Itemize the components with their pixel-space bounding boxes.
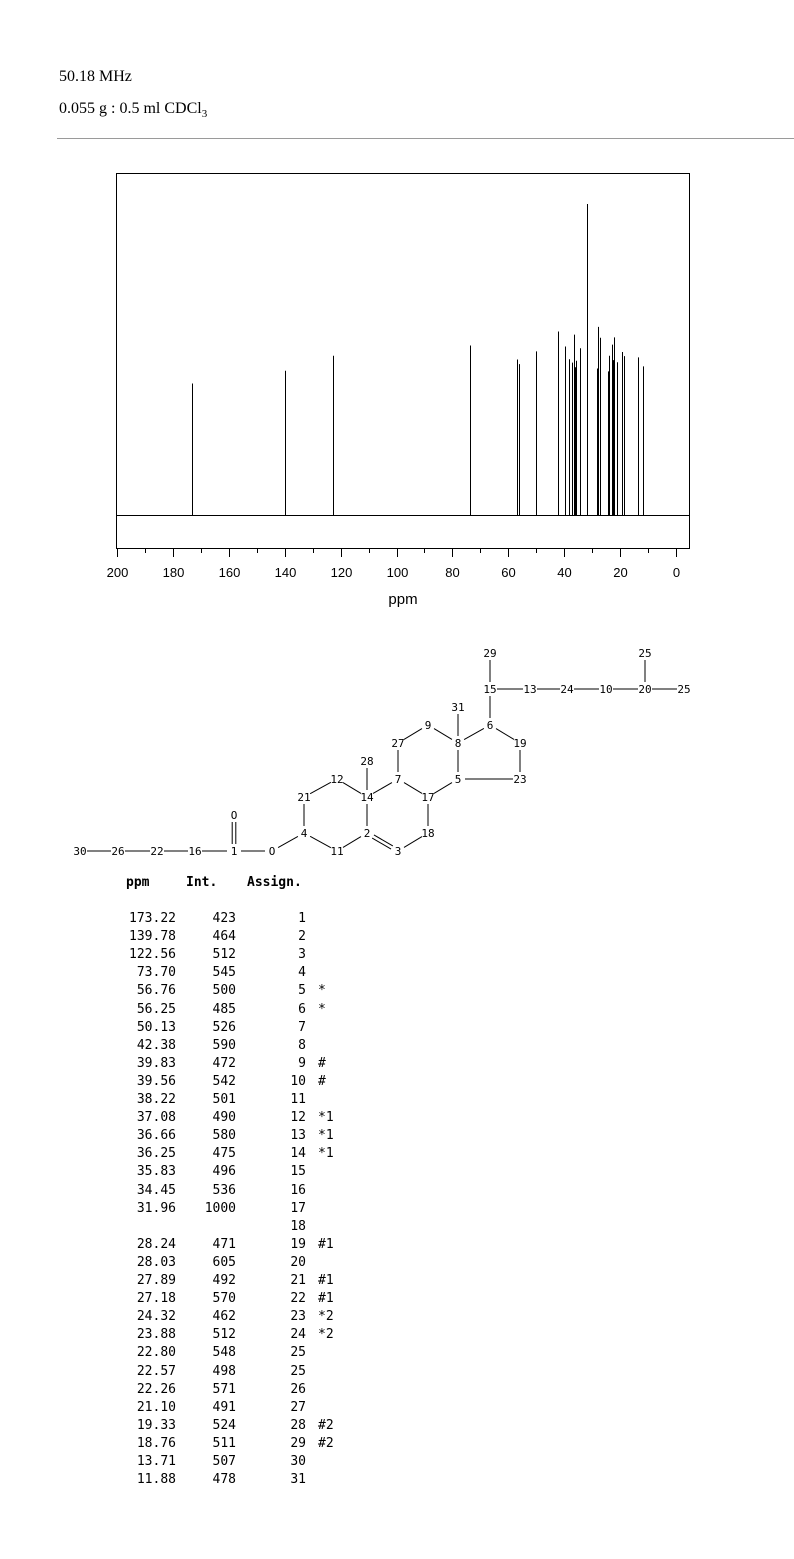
bond-line <box>343 783 361 794</box>
cell-assign: 5 <box>298 983 306 999</box>
bond-line <box>404 837 422 848</box>
cell-assign: 28 <box>290 1417 306 1433</box>
cell-ppm: 28.03 <box>136 1254 176 1270</box>
cell-ppm: 23.88 <box>136 1327 176 1343</box>
bond-line <box>496 729 514 740</box>
cell-ppm: 56.25 <box>136 1001 176 1017</box>
cell-int: 501 <box>212 1092 236 1107</box>
x-tick-label: 140 <box>274 565 297 580</box>
table-row <box>0 1164 794 1182</box>
cell-note: * <box>318 983 326 999</box>
atom-label: 11 <box>330 845 344 858</box>
cell-int: 498 <box>212 1363 236 1379</box>
cell-ppm: 11.88 <box>136 1472 176 1488</box>
cell-ppm: 22.26 <box>136 1381 176 1397</box>
atom-label: 10 <box>599 683 613 696</box>
cell-ppm: 24.32 <box>136 1309 176 1325</box>
atom-label: 17 <box>421 791 435 804</box>
atom-label: 18 <box>421 827 435 840</box>
cell-note: # <box>318 1055 326 1071</box>
cell-int: 570 <box>212 1291 236 1307</box>
cell-int: 512 <box>212 1327 236 1343</box>
cell-ppm: 34.45 <box>136 1182 176 1198</box>
cell-assign: 27 <box>290 1399 306 1415</box>
atom-label: 12 <box>330 773 344 786</box>
cell-int: 507 <box>212 1454 236 1469</box>
table-row <box>0 1183 794 1201</box>
atom-label: O <box>230 809 238 822</box>
table-row <box>0 1454 794 1472</box>
cell-assign: 26 <box>290 1381 306 1397</box>
cell-assign: 17 <box>290 1200 306 1216</box>
atom-label: 7 <box>394 773 402 786</box>
cell-int: 500 <box>212 983 236 999</box>
cell-assign: 29 <box>290 1435 306 1451</box>
cell-note: *1 <box>318 1110 334 1126</box>
cell-note: *1 <box>318 1128 334 1144</box>
atom-label: 23 <box>513 773 527 786</box>
cell-ppm: 21.10 <box>136 1399 176 1415</box>
x-tick-label: 0 <box>672 565 681 580</box>
cell-int: 571 <box>212 1381 236 1397</box>
cell-int: 511 <box>212 1435 236 1451</box>
cell-int: 490 <box>212 1110 236 1126</box>
atom-label: 25 <box>677 683 691 696</box>
table-row <box>0 1345 794 1363</box>
sample-subscript: 3 <box>201 108 208 121</box>
cell-note: #2 <box>318 1435 334 1451</box>
x-tick-label: 100 <box>386 565 409 580</box>
bond-line <box>434 729 452 740</box>
cell-ppm: 39.83 <box>136 1055 176 1071</box>
table-row <box>0 1291 794 1309</box>
cell-ppm: 22.80 <box>136 1345 176 1361</box>
table-row <box>0 1472 794 1490</box>
table-row <box>0 929 794 947</box>
x-tick-label: 20 <box>613 565 628 580</box>
table-row <box>0 1146 794 1164</box>
cell-ppm: 38.22 <box>136 1092 176 1107</box>
table-row <box>0 1110 794 1128</box>
cell-ppm: 37.08 <box>136 1110 176 1126</box>
cell-assign: 16 <box>290 1182 306 1198</box>
cell-int: 472 <box>212 1055 236 1071</box>
cell-note: #1 <box>318 1273 334 1288</box>
atom-label: 30 <box>73 845 87 858</box>
cell-ppm: 36.25 <box>136 1146 176 1162</box>
cell-assign: 13 <box>290 1128 306 1144</box>
table-row <box>0 1020 794 1038</box>
cell-assign: 21 <box>290 1273 306 1288</box>
table-row <box>0 1255 794 1273</box>
atom-label: O <box>268 845 276 858</box>
cell-assign: 8 <box>298 1037 306 1053</box>
atom-label: 13 <box>523 683 537 696</box>
atom-label: 20 <box>638 683 652 696</box>
bond-line <box>404 783 422 794</box>
x-tick-label: 160 <box>218 565 241 580</box>
cell-assign: 10 <box>290 1073 306 1089</box>
cell-note: *2 <box>318 1327 334 1343</box>
table-row <box>0 1056 794 1074</box>
cell-assign: 25 <box>290 1345 306 1361</box>
table-row <box>0 983 794 1001</box>
cell-ppm: 19.33 <box>136 1417 176 1433</box>
cell-assign: 15 <box>290 1164 306 1180</box>
atom-label-group <box>73 647 690 858</box>
x-tick-label: 120 <box>330 565 353 580</box>
cell-note: #1 <box>318 1291 334 1307</box>
table-header-assign: Assign. <box>247 875 302 890</box>
x-tick-label: 180 <box>162 565 185 580</box>
cell-int: 462 <box>212 1309 236 1325</box>
atom-label: 31 <box>451 701 465 714</box>
table-row <box>0 1074 794 1092</box>
cell-assign: 19 <box>290 1236 306 1252</box>
cell-note: *1 <box>318 1146 334 1162</box>
cell-ppm: 22.57 <box>136 1363 176 1379</box>
cell-int: 1000 <box>204 1200 236 1216</box>
x-tick-label: 60 <box>501 565 516 580</box>
cell-assign: 6 <box>298 1001 306 1017</box>
table-row <box>0 1002 794 1020</box>
table-row <box>0 1092 794 1110</box>
cell-assign: 11 <box>290 1092 306 1107</box>
cell-int: 471 <box>212 1236 236 1252</box>
cell-int: 496 <box>212 1164 236 1180</box>
atom-label: 26 <box>111 845 125 858</box>
cell-assign: 7 <box>298 1019 306 1035</box>
bond-line <box>464 728 484 739</box>
cell-ppm: 27.18 <box>136 1291 176 1307</box>
table-row <box>0 1364 794 1382</box>
cell-int: 512 <box>212 947 236 963</box>
atom-label: 8 <box>454 737 462 750</box>
x-axis-label: ppm <box>388 591 418 608</box>
cell-note: # <box>318 1073 326 1089</box>
atom-label: 9 <box>424 719 432 732</box>
table-row <box>0 1309 794 1327</box>
cell-note: #1 <box>318 1236 334 1252</box>
cell-assign: 18 <box>290 1218 306 1234</box>
bond-group <box>87 660 677 851</box>
atom-label: 4 <box>300 827 308 840</box>
table-row <box>0 1038 794 1056</box>
table-row <box>0 1418 794 1436</box>
atom-label: 19 <box>513 737 527 750</box>
table-row <box>0 965 794 983</box>
bond-line <box>278 836 298 847</box>
bond-line <box>343 837 361 848</box>
bond-line <box>310 782 331 793</box>
cell-int: 491 <box>212 1399 236 1415</box>
cell-assign: 14 <box>290 1146 306 1162</box>
bond-line <box>434 783 452 794</box>
cell-int: 423 <box>212 911 236 926</box>
cell-int: 524 <box>212 1417 236 1433</box>
cell-assign: 3 <box>298 947 306 963</box>
table-row <box>0 1436 794 1454</box>
bond-line <box>373 783 392 794</box>
cell-assign: 1 <box>298 911 306 926</box>
cell-assign: 2 <box>298 929 306 945</box>
cell-assign: 23 <box>290 1309 306 1325</box>
cell-assign: 9 <box>298 1055 306 1071</box>
cell-int: 536 <box>212 1182 236 1198</box>
cell-ppm: 50.13 <box>136 1019 176 1035</box>
cell-ppm: 56.76 <box>136 983 176 999</box>
cell-int: 478 <box>212 1472 236 1488</box>
cell-int: 548 <box>212 1345 236 1361</box>
cell-int: 605 <box>212 1254 236 1270</box>
atom-label: 16 <box>188 845 202 858</box>
cell-assign: 24 <box>290 1327 306 1343</box>
x-tick-label: 80 <box>445 565 460 580</box>
atom-label: 24 <box>560 683 574 696</box>
cell-int: 545 <box>212 965 236 981</box>
cell-int: 485 <box>212 1001 236 1017</box>
cell-ppm: 42.38 <box>136 1037 176 1053</box>
cell-ppm: 39.56 <box>136 1073 176 1089</box>
table-row <box>0 1327 794 1345</box>
spectrometer-frequency: 50.18 MHz <box>59 68 132 85</box>
atom-label: 6 <box>486 719 494 732</box>
cell-ppm: 73.70 <box>136 965 176 981</box>
table-header-int: Int. <box>186 875 218 890</box>
atom-label: 28 <box>360 755 374 768</box>
table-row <box>0 1128 794 1146</box>
table-row <box>0 1219 794 1237</box>
atom-label: 29 <box>483 647 497 660</box>
cell-assign: 30 <box>290 1454 306 1469</box>
cell-int: 590 <box>212 1037 236 1053</box>
cell-note: *2 <box>318 1309 334 1325</box>
bond-line <box>310 836 331 847</box>
table-row <box>0 1237 794 1255</box>
cell-assign: 25 <box>290 1363 306 1379</box>
bond-line <box>404 729 422 740</box>
atom-label: 15 <box>483 683 497 696</box>
table-header-ppm: ppm <box>126 875 150 890</box>
table-row <box>0 947 794 965</box>
table-row <box>0 1382 794 1400</box>
cell-note: #2 <box>318 1417 334 1433</box>
cell-ppm: 18.76 <box>136 1435 176 1451</box>
cell-ppm: 27.89 <box>136 1273 176 1288</box>
cell-assign: 22 <box>290 1291 306 1307</box>
cell-assign: 12 <box>290 1110 306 1126</box>
cell-assign: 31 <box>290 1472 306 1488</box>
atom-label: 21 <box>297 791 311 804</box>
cell-int: 526 <box>212 1019 236 1035</box>
atom-label: 1 <box>230 845 238 858</box>
cell-assign: 4 <box>298 965 306 981</box>
cell-int: 475 <box>212 1146 236 1162</box>
table-row <box>0 1400 794 1418</box>
table-row <box>0 911 794 929</box>
cell-ppm: 28.24 <box>136 1236 176 1252</box>
cell-int: 542 <box>212 1073 236 1089</box>
cell-ppm: 122.56 <box>129 947 176 963</box>
cell-ppm: 31.96 <box>136 1200 176 1216</box>
cell-int: 464 <box>212 929 236 945</box>
cell-note: * <box>318 1001 326 1017</box>
cell-ppm: 35.83 <box>136 1164 176 1180</box>
table-row <box>0 1273 794 1291</box>
cell-ppm: 36.66 <box>136 1128 176 1144</box>
atom-label: 5 <box>454 773 462 786</box>
x-tick-label: 40 <box>557 565 572 580</box>
sample-text: 0.055 g : 0.5 ml CDCl <box>59 100 202 117</box>
cell-ppm: 13.71 <box>136 1454 176 1469</box>
cell-int: 580 <box>212 1128 236 1144</box>
atom-label: 25 <box>638 647 652 660</box>
cell-ppm: 139.78 <box>129 929 176 945</box>
table-row <box>0 1201 794 1219</box>
atom-label: 22 <box>150 845 164 858</box>
atom-label: 2 <box>363 827 371 840</box>
atom-label: 27 <box>391 737 405 750</box>
x-tick-label: 200 <box>106 565 129 580</box>
cell-int: 492 <box>212 1273 236 1288</box>
atom-label: 3 <box>394 845 402 858</box>
cell-assign: 20 <box>290 1254 306 1270</box>
cell-ppm: 173.22 <box>129 911 176 926</box>
atom-label: 14 <box>360 791 374 804</box>
